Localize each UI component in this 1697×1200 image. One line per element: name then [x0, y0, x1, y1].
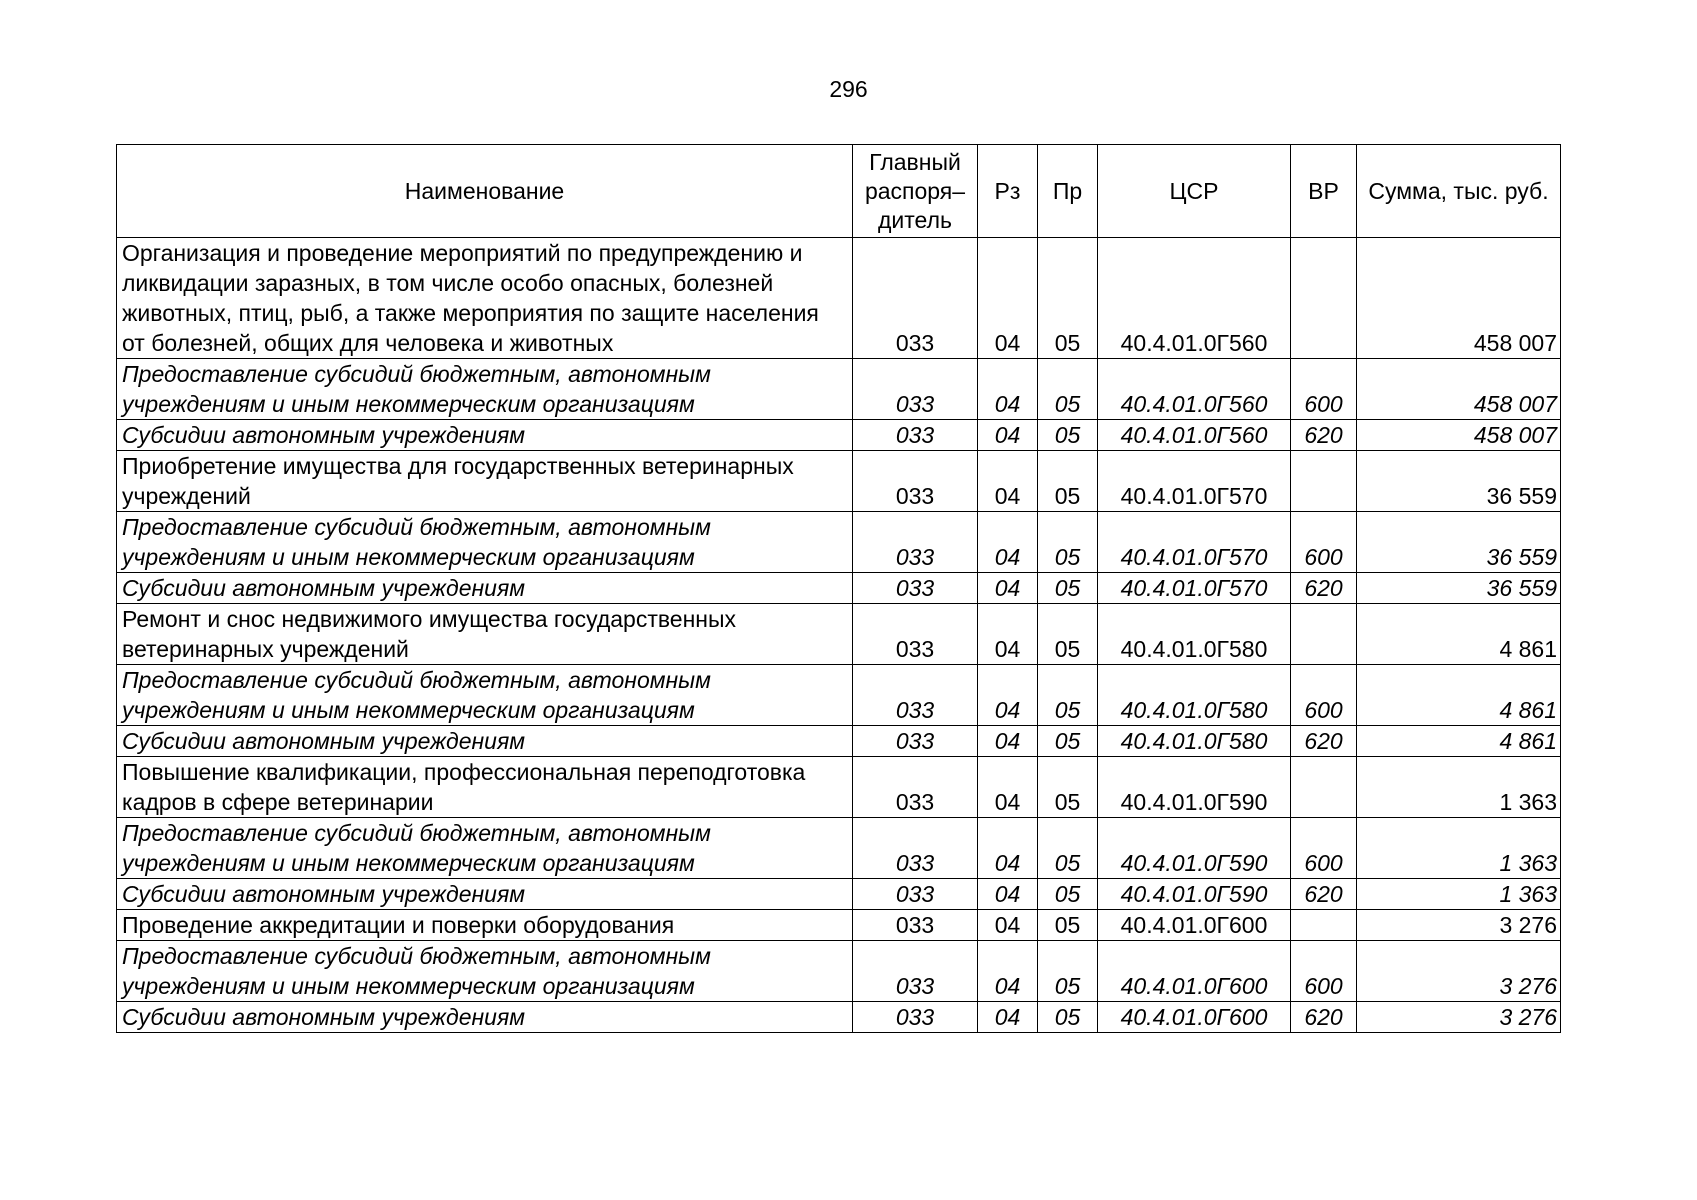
row-csr: 40.4.01.0Г600 [1098, 1002, 1291, 1033]
row-manager: 033 [853, 726, 978, 757]
table-row [117, 1002, 1561, 1033]
row-sum: 3 276 [1357, 1002, 1561, 1033]
row-rz: 04 [978, 726, 1038, 757]
row-vr [1291, 757, 1357, 818]
row-manager: 033 [853, 451, 978, 512]
row-sum: 4 861 [1357, 726, 1561, 757]
row-manager: 033 [853, 573, 978, 604]
row-name: Субсидии автономным учреждениям [117, 879, 853, 910]
row-sum: 36 559 [1357, 573, 1561, 604]
row-csr: 40.4.01.0Г570 [1098, 573, 1291, 604]
row-sum: 3 276 [1357, 941, 1561, 1002]
row-name: Ремонт и снос недвижимого имущества государственных ветеринарных учреждений [117, 604, 853, 665]
row-rz: 04 [978, 512, 1038, 573]
row-vr: 600 [1291, 359, 1357, 420]
row-vr [1291, 451, 1357, 512]
row-sum: 1 363 [1357, 879, 1561, 910]
row-csr: 40.4.01.0Г570 [1098, 451, 1291, 512]
row-vr [1291, 910, 1357, 941]
row-vr: 600 [1291, 941, 1357, 1002]
row-name: Проведение аккредитации и поверки оборудования [117, 910, 853, 941]
row-pr: 05 [1038, 910, 1098, 941]
header-sum: Сумма, тыс. руб. [1357, 145, 1561, 238]
row-vr: 620 [1291, 726, 1357, 757]
row-csr: 40.4.01.0Г560 [1098, 238, 1291, 359]
row-rz: 04 [978, 573, 1038, 604]
header-rz: Рз [978, 145, 1038, 238]
row-csr: 40.4.01.0Г560 [1098, 359, 1291, 420]
row-csr: 40.4.01.0Г580 [1098, 665, 1291, 726]
row-name: Предоставление субсидий бюджетным, автономным учреждениям и иным некоммерческим организациям [117, 818, 853, 879]
row-name: Организация и проведение мероприятий по предупреждению и ликвидации заразных, в том числе особо опасных, болезней животных, птиц, рыб, а также мероприятия по защите населения от болезней, общих для человека и животных [117, 238, 853, 359]
row-rz: 04 [978, 665, 1038, 726]
row-rz: 04 [978, 451, 1038, 512]
row-manager: 033 [853, 512, 978, 573]
table-row [117, 879, 1561, 910]
row-csr: 40.4.01.0Г600 [1098, 910, 1291, 941]
table-row [117, 573, 1561, 604]
row-rz: 04 [978, 604, 1038, 665]
header-pr: Пр [1038, 145, 1098, 238]
table-row [117, 512, 1561, 573]
budget-table [116, 144, 1561, 1033]
header-name: Наименование [117, 145, 853, 238]
row-manager: 033 [853, 238, 978, 359]
row-pr: 05 [1038, 512, 1098, 573]
row-name: Предоставление субсидий бюджетным, автономным учреждениям и иным некоммерческим организациям [117, 359, 853, 420]
row-csr: 40.4.01.0Г560 [1098, 420, 1291, 451]
row-manager: 033 [853, 665, 978, 726]
row-pr: 05 [1038, 879, 1098, 910]
row-sum: 3 276 [1357, 910, 1561, 941]
row-csr: 40.4.01.0Г570 [1098, 512, 1291, 573]
row-manager: 033 [853, 359, 978, 420]
row-sum: 4 861 [1357, 604, 1561, 665]
table-row [117, 238, 1561, 359]
row-pr: 05 [1038, 1002, 1098, 1033]
table-row [117, 420, 1561, 451]
row-rz: 04 [978, 1002, 1038, 1033]
row-manager: 033 [853, 879, 978, 910]
header-vr: ВР [1291, 145, 1357, 238]
row-name: Субсидии автономным учреждениям [117, 1002, 853, 1033]
row-rz: 04 [978, 420, 1038, 451]
row-rz: 04 [978, 359, 1038, 420]
row-vr: 600 [1291, 818, 1357, 879]
row-manager: 033 [853, 818, 978, 879]
row-pr: 05 [1038, 665, 1098, 726]
row-sum: 36 559 [1357, 451, 1561, 512]
row-pr: 05 [1038, 238, 1098, 359]
row-name: Предоставление субсидий бюджетным, автономным учреждениям и иным некоммерческим организациям [117, 665, 853, 726]
row-vr: 600 [1291, 512, 1357, 573]
table-row [117, 665, 1561, 726]
row-name: Предоставление субсидий бюджетным, автономным учреждениям и иным некоммерческим организациям [117, 941, 853, 1002]
row-vr: 620 [1291, 420, 1357, 451]
row-name: Субсидии автономным учреждениям [117, 573, 853, 604]
table-row [117, 359, 1561, 420]
row-sum: 1 363 [1357, 757, 1561, 818]
row-vr [1291, 604, 1357, 665]
table-row [117, 941, 1561, 1002]
row-vr: 620 [1291, 879, 1357, 910]
row-pr: 05 [1038, 726, 1098, 757]
header-csr: ЦСР [1098, 145, 1291, 238]
table-row [117, 910, 1561, 941]
row-manager: 033 [853, 1002, 978, 1033]
row-vr: 620 [1291, 573, 1357, 604]
row-rz: 04 [978, 910, 1038, 941]
row-name: Повышение квалификации, профессиональная переподготовка кадров в сфере ветеринарии [117, 757, 853, 818]
header-row [117, 145, 1561, 238]
row-pr: 05 [1038, 573, 1098, 604]
row-manager: 033 [853, 910, 978, 941]
row-manager: 033 [853, 757, 978, 818]
table-row [117, 818, 1561, 879]
row-rz: 04 [978, 757, 1038, 818]
row-sum: 458 007 [1357, 359, 1561, 420]
row-rz: 04 [978, 238, 1038, 359]
row-sum: 4 861 [1357, 665, 1561, 726]
row-csr: 40.4.01.0Г590 [1098, 757, 1291, 818]
page-number: 296 [829, 76, 868, 102]
row-pr: 05 [1038, 359, 1098, 420]
table-row [117, 726, 1561, 757]
row-sum: 458 007 [1357, 238, 1561, 359]
row-rz: 04 [978, 818, 1038, 879]
row-csr: 40.4.01.0Г600 [1098, 941, 1291, 1002]
row-csr: 40.4.01.0Г580 [1098, 604, 1291, 665]
row-pr: 05 [1038, 941, 1098, 1002]
row-vr [1291, 238, 1357, 359]
row-pr: 05 [1038, 451, 1098, 512]
row-name: Субсидии автономным учреждениям [117, 726, 853, 757]
row-pr: 05 [1038, 604, 1098, 665]
row-vr: 620 [1291, 1002, 1357, 1033]
row-name: Приобретение имущества для государственных ветеринарных учреждений [117, 451, 853, 512]
row-csr: 40.4.01.0Г580 [1098, 726, 1291, 757]
row-sum: 458 007 [1357, 420, 1561, 451]
row-pr: 05 [1038, 420, 1098, 451]
row-manager: 033 [853, 941, 978, 1002]
row-pr: 05 [1038, 757, 1098, 818]
row-rz: 04 [978, 941, 1038, 1002]
row-pr: 05 [1038, 818, 1098, 879]
row-sum: 36 559 [1357, 512, 1561, 573]
table-row [117, 604, 1561, 665]
header-manager: Главный распоря– дитель [853, 145, 978, 238]
row-rz: 04 [978, 879, 1038, 910]
row-vr: 600 [1291, 665, 1357, 726]
table-row [117, 757, 1561, 818]
row-name: Субсидии автономным учреждениям [117, 420, 853, 451]
row-manager: 033 [853, 420, 978, 451]
row-name: Предоставление субсидий бюджетным, автономным учреждениям и иным некоммерческим организациям [117, 512, 853, 573]
table-body [117, 238, 1561, 1033]
row-manager: 033 [853, 604, 978, 665]
row-csr: 40.4.01.0Г590 [1098, 879, 1291, 910]
table-row [117, 451, 1561, 512]
row-csr: 40.4.01.0Г590 [1098, 818, 1291, 879]
row-sum: 1 363 [1357, 818, 1561, 879]
